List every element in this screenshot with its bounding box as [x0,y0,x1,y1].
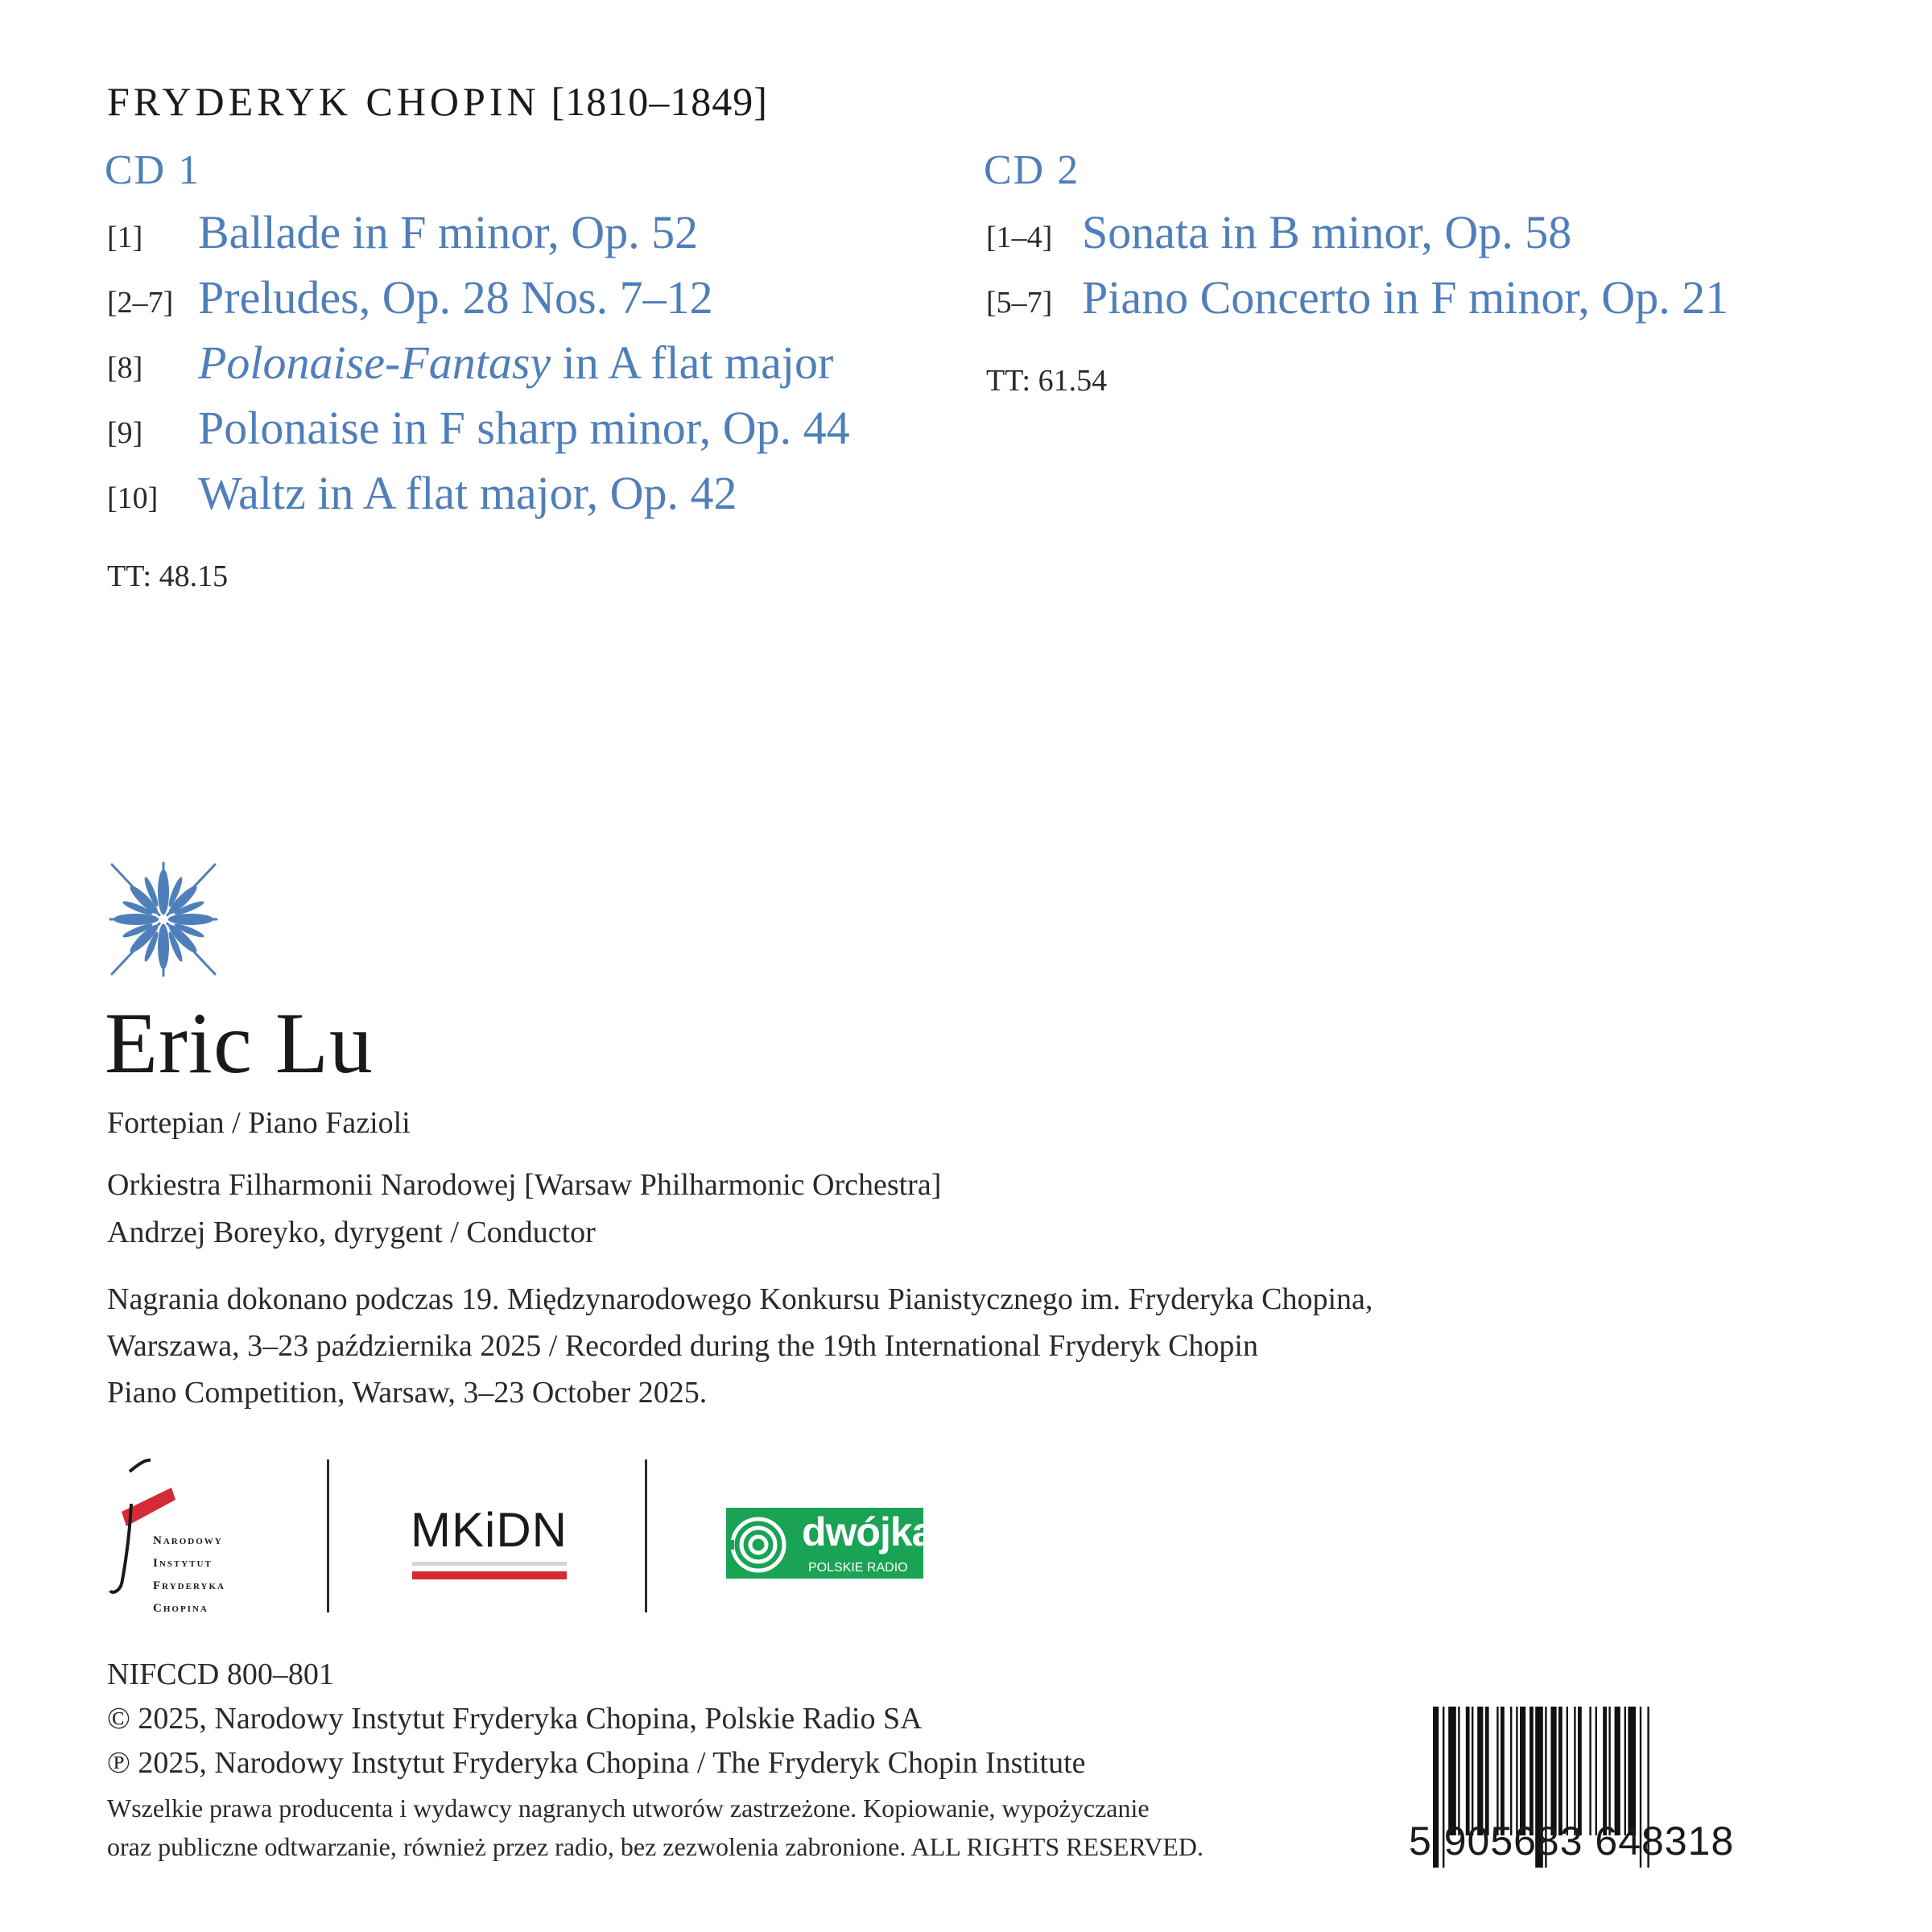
track-number: [5–7] [986,286,1053,320]
cd2-tracklist [986,205,1872,342]
track-number: [8] [107,351,143,385]
mkidn-logo-bar-white [412,1562,567,1566]
barcode-bar [1596,1707,1597,1835]
barcode-bar [1520,1707,1525,1835]
nifc-logo-line: Fryderyka [153,1579,225,1592]
track-title: Piano Concerto in F minor, Op. 21 [1082,271,1729,324]
barcode-bar [1615,1707,1620,1835]
rights-line: Wszelkie prawa producenta i wydawcy nagranych utworów zastrzeżone. Kopiowanie, wypożyczanie [107,1794,1150,1823]
cd2-title: CD 2 [984,147,1080,193]
barcode-bar [1530,1707,1534,1835]
barcode-bar [1558,1707,1563,1835]
radio-rings-logo-icon [726,1508,791,1579]
copyright-line: © 2025, Narodowy Instytut Fryderyka Chopina, Polskie Radio SA [107,1702,923,1736]
barcode-bar [1608,1707,1610,1835]
orchestra-credit: Orkiestra Filharmonii Narodowej [Warsaw Philharmonic Orchestra] [107,1168,942,1202]
track-title-italic: Polonaise-Fantasy [198,336,551,389]
barcode-bar [1624,1707,1626,1835]
nifc-logo-line: Chopina [153,1602,208,1615]
track-number: [1] [107,221,143,254]
phonogram-line: ℗ 2025, Narodowy Instytut Fryderyka Chopina / The Fryderyk Chopin Institute [107,1746,1086,1780]
barcode-bar [1477,1707,1483,1835]
logo-divider [327,1459,329,1612]
instrument-credit: Fortepian / Piano Fazioli [107,1106,411,1140]
track-title: Sonata in B minor, Op. 58 [1082,206,1572,258]
barcode-bar [1448,1707,1456,1835]
track-number: [1–4] [986,221,1053,254]
recording-note-line: Nagrania dokonano podczas 19. Międzynarodowego Konkursu Pianistycznego im. Fryderyka Chopina, [107,1282,1373,1316]
track-number: [2–7] [107,286,174,320]
track-title [198,336,833,390]
mkidn-logo-text: MKiDN [411,1503,568,1557]
recording-note-line: Warszawa, 3–23 października 2025 / Recorded during the 19th International Fryderyk Chopin [107,1329,1258,1363]
recording-note-line: Piano Competition, Warsaw, 3–23 October 2025. [107,1376,708,1410]
cd1-total-time: TT: 48.15 [107,559,229,593]
track-title-rest: in A flat major [551,336,834,389]
barcode-bar [1567,1707,1568,1835]
barcode-bar [1496,1707,1498,1835]
conductor-credit: Andrzej Boreyko, dyrygent / Conductor [107,1216,596,1249]
nifc-logo-line: Narodowy [153,1534,223,1547]
track-number: [9] [107,416,143,450]
barcode-bar [1458,1707,1459,1835]
barcode-bar [1485,1707,1489,1835]
barcode-bar [1472,1707,1473,1835]
barcode-bar [1589,1707,1591,1835]
track-number: [10] [107,481,159,515]
composer-name: FRYDERYK CHOPIN [107,79,540,124]
barcode-bar [1628,1707,1636,1835]
nifc-logo-text [153,1530,225,1620]
catalog-number: NIFCCD 800–801 [107,1657,334,1691]
cd1-tracklist [107,205,952,543]
barcode-digits: 5 905683 648318 [1409,1818,1735,1864]
artist-name: Eric Lu [105,996,374,1092]
cd1-title: CD 1 [105,147,201,193]
barcode-bar [1550,1707,1556,1835]
track-title: Ballade in F minor, Op. 52 [198,206,699,258]
mkidn-logo-bar-red [412,1571,567,1579]
star-emblem-icon [107,860,220,979]
barcode-bar [1501,1707,1505,1835]
rights-line: oraz publiczne odtwarzanie, również przez radio, bez zezwolenia zabronione. ALL RIGHTS RESERVED. [107,1832,1203,1861]
barcode-bar [1516,1707,1517,1835]
barcode-bar [1466,1707,1470,1835]
barcode-bar [1510,1707,1512,1835]
barcode-bar [1578,1707,1582,1835]
nifc-logo-line: Instytut [153,1557,213,1570]
composer-dates: [1810–1849] [551,79,768,124]
composer-heading [107,78,768,125]
track-title: Polonaise in F sharp minor, Op. 44 [198,402,850,454]
track-title: Waltz in A flat major, Op. 42 [198,467,737,519]
barcode-bar [1574,1707,1575,1835]
dwojka-logo-word: dwójka [802,1509,934,1554]
dwojka-logo-subtitle: POLSKIE RADIO [808,1561,908,1575]
barcode-bar [1603,1707,1607,1835]
cd2-total-time: TT: 61.54 [986,364,1108,398]
track-title: Preludes, Op. 28 Nos. 7–12 [198,271,713,324]
logo-divider [645,1459,647,1612]
